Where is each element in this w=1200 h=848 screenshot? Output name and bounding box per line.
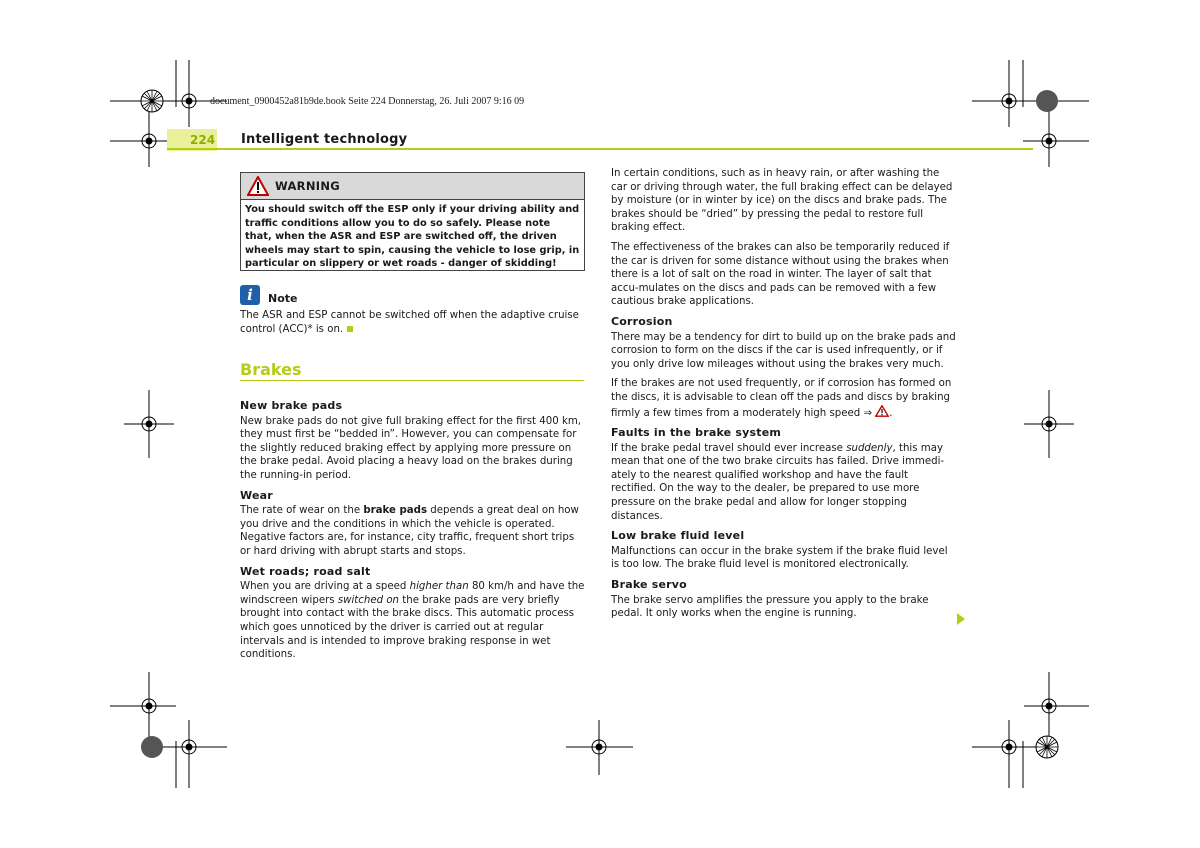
brakes-heading: Brakes: [240, 360, 302, 379]
new-brake-pads-text: New brake pads do not give full braking effect for the first 400 km, they must first be “bedded in”. However, you can compensate for the slightly reduced braking effect by applying more pressure on the brake pedal. Avoid placing a heavy load on the brakes during the running-in period.: [240, 415, 582, 481]
wear-heading: Wear: [240, 488, 273, 502]
wet-text-part: the brake pads are very briefly brought into contact with the brake discs. This automatic process which goes unnoticed by the driver is carried out at regular intervals and is intended to improve braking response in wet conditions.: [240, 594, 575, 661]
left-column: [240, 393, 585, 668]
fluid-text: Malfunctions can occur in the brake system if the brake fluid level is too low. The brake fluid level is monitored electronically.: [611, 545, 948, 571]
wet-text-part: 80 km/h and have the windscreen wipers: [240, 581, 585, 606]
wet-roads-heading: Wet roads; road salt: [240, 564, 371, 578]
corrosion-text-2-body: If the brakes are not used frequently, or if corrosion has formed on the discs, it is advisable to clean off the pads and discs by braking firmly a few times from a moderately high speed ⇒: [611, 378, 952, 419]
corrosion-text-1: There may be a tendency for dirt to build up on the brake pads and corrosion to form on the discs if the car is used infrequently, or if you only drive low mileages without using the brakes very much.: [611, 331, 956, 370]
info-icon: i: [240, 285, 260, 305]
wet-text-italic: higher than: [409, 581, 469, 593]
wet-text-italic: switched on: [337, 594, 400, 606]
warning-triangle-icon: [247, 176, 269, 196]
note-title: Note: [268, 292, 298, 305]
warning-text: You should switch off the ESP only if your driving ability and traffic conditions allow you to do so safely. Please note that, when the ASR and ESP are switched off, the driven wheels may start to spin, causing the vehicle to lose grip, in particular on slippery or wet roads - danger of skidding!: [245, 204, 580, 270]
page-number: 224: [190, 133, 216, 147]
brakes-heading-rule: [240, 380, 584, 381]
note-text: [240, 309, 585, 336]
header-rule: [167, 148, 1033, 150]
end-of-section-square-icon: [347, 326, 353, 332]
faults-text: [611, 442, 956, 524]
corrosion-text-2: If the brakes are not used frequently, or if corrosion has formed on the discs, it is advisable to clean off the pads and discs by braking firmly a few times from a moderately high speed ⇒ .: [611, 378, 952, 419]
wear-text: [240, 504, 585, 558]
wear-text-part: depends a great deal on how you drive and the conditions in which the vehicle is operated. Negative factors are, for instance, city traffic, frequent short trips or hard driving with abrupt starts and stops.: [240, 505, 579, 557]
right-column: [611, 167, 956, 627]
faults-heading: Faults in the brake system: [611, 426, 782, 440]
servo-text: The brake servo amplifies the pressure you apply to the brake pedal. It only works when the engine is running.: [611, 594, 929, 620]
fluid-heading: Low brake fluid level: [611, 529, 745, 543]
faults-text-part: , this may mean that one of the two brake circuits has failed. Drive immedi-ately to the nearest qualified workshop and have the fault rectified. On the way to the dealer, be prepared to use more pressure on the brake pedal and allow for longer stopping distances.: [611, 442, 945, 522]
salt-text: The effectiveness of the brakes can also be temporarily reduced if the car is driven for some distance without using the brakes when there is a lot of salt on the road in winter. The layer of salt that accu-mulates on the discs and pads can be removed with a few cautious brake applications.: [611, 241, 950, 308]
faults-text-italic: suddenly: [846, 442, 893, 454]
section-title: Intelligent technology: [241, 132, 408, 147]
wear-text-bold: brake pads: [363, 505, 428, 517]
faults-text-part: If the brake pedal travel should ever increase: [611, 442, 847, 454]
wet-text-part: When you are driving at a speed: [240, 581, 410, 593]
wear-text-part: The rate of wear on the: [240, 505, 364, 517]
servo-heading: Brake servo: [611, 578, 687, 592]
wet-roads-text: [240, 580, 585, 662]
print-header: document_0900452a81b9de.book Seite 224 Donnerstag, 26. Juli 2007 9:16 09: [210, 96, 525, 107]
warning-box: [240, 172, 585, 271]
new-brake-pads-heading: New brake pads: [240, 399, 343, 412]
corrosion-heading: Corrosion: [611, 314, 673, 328]
warning-header: [241, 173, 584, 200]
note-body: The ASR and ESP cannot be switched off when the adaptive cruise control (ACC)* is on.: [240, 310, 579, 335]
continue-arrow-icon: [957, 613, 965, 625]
warning-title: WARNING: [275, 179, 340, 193]
warning-reference-icon: [875, 405, 889, 417]
wet-conditions-text: In certain conditions, such as in heavy rain, or after washing the car or driving through water, the full braking effect can be delayed by moisture (or in winter by ice) on the discs and brake pads. The brakes should be “dried” by pressing the pedal to restore full braking effect.: [611, 168, 953, 234]
